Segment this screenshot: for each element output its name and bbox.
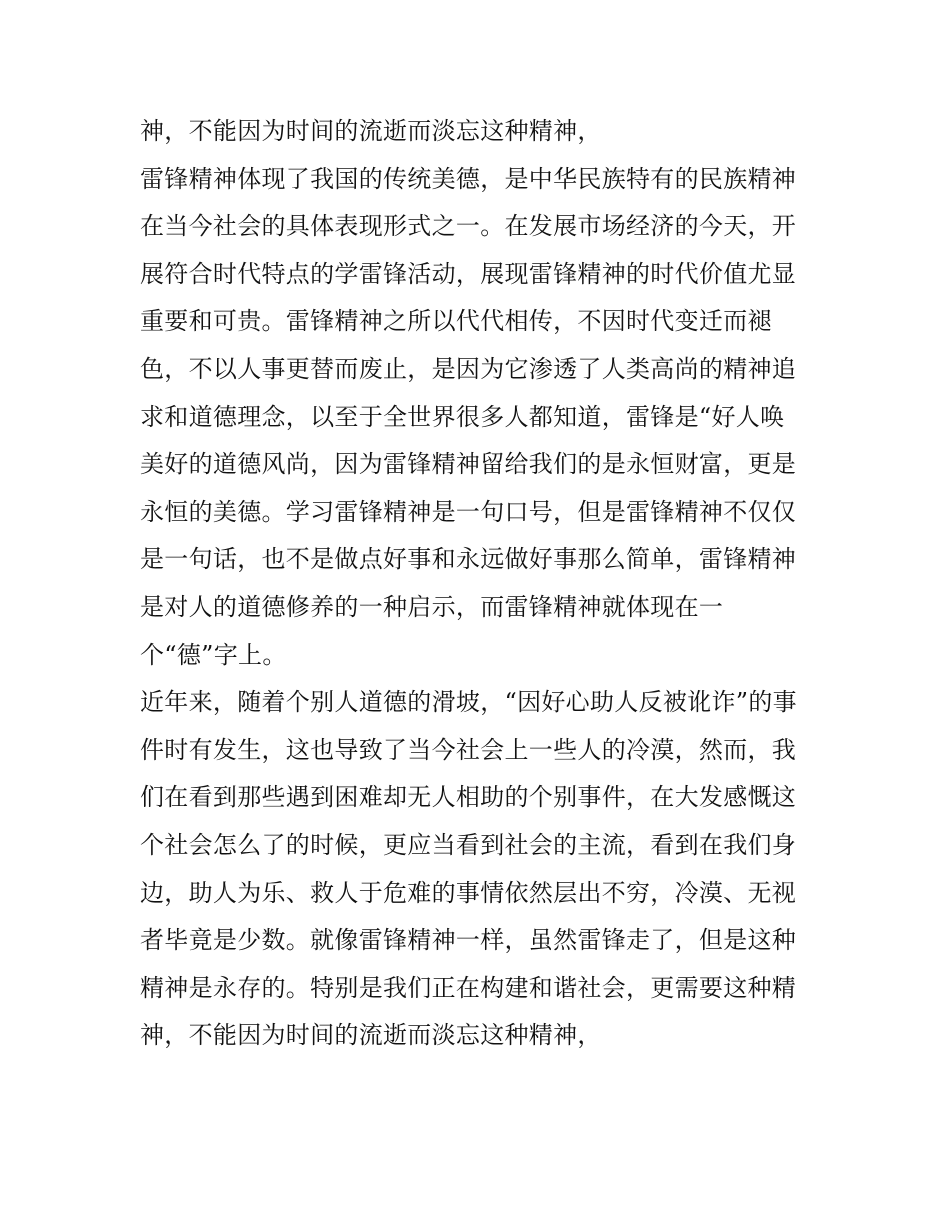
text-line: 雷锋精神体现了我国的传统美德，是中华民族特有的民族精神 <box>140 164 797 193</box>
text-line: 展符合时代特点的学雷锋活动，展现雷锋精神的时代价值尤显 <box>140 259 797 288</box>
text-line: 神，不能因为时间的流逝而淡忘这种精神， <box>140 1021 602 1050</box>
text-line: 近年来，随着个别人道德的滑坡，“因好心助人反被讹诈”的事 <box>140 688 797 717</box>
text-line: 们在看到那些遇到困难却无人相助的个别事件，在大发感慨这 <box>140 783 797 812</box>
text-line: 者毕竟是少数。就像雷锋精神一样，虽然雷锋走了，但是这种 <box>140 926 797 955</box>
text-line: 是对人的道德修养的一种启示，而雷锋精神就体现在一 <box>140 592 724 621</box>
text-line: 边，助人为乐、救人于危难的事情依然层出不穷，冷漠、无视 <box>140 878 797 907</box>
text-line: 求和道德理念，以至于全世界很多人都知道，雷锋是“好人唤 <box>140 402 785 431</box>
text-line: 永恒的美德。学习雷锋精神是一句口号，但是雷锋精神不仅仅 <box>140 497 797 526</box>
text-line: 件时有发生，这也导致了当今社会上一些人的冷漠，然而，我 <box>140 735 797 764</box>
text-line: 美好的道德风尚，因为雷锋精神留给我们的是永恒财富，更是 <box>140 450 797 479</box>
body-text <box>140 108 820 1060</box>
text-line: 在当今社会的具体表现形式之一。在发展市场经济的今天，开 <box>140 212 797 241</box>
text-line: 色，不以人事更替而废止，是因为它渗透了人类高尚的精神追 <box>140 354 797 383</box>
text-line: 个社会怎么了的时候，更应当看到社会的主流，看到在我们身 <box>140 830 797 859</box>
text-line: 是一句话，也不是做点好事和永远做好事那么简单，雷锋精神 <box>140 545 797 574</box>
text-line: 神，不能因为时间的流逝而淡忘这种精神， <box>140 117 602 145</box>
text-line: 重要和可贵。雷锋精神之所以代代相传，不因时代变迁而褪 <box>140 307 772 336</box>
text-line: 精神是永存的。特别是我们正在构建和谐社会，更需要这种精 <box>140 973 797 1002</box>
text-line: 个“德”字上。 <box>140 640 287 669</box>
